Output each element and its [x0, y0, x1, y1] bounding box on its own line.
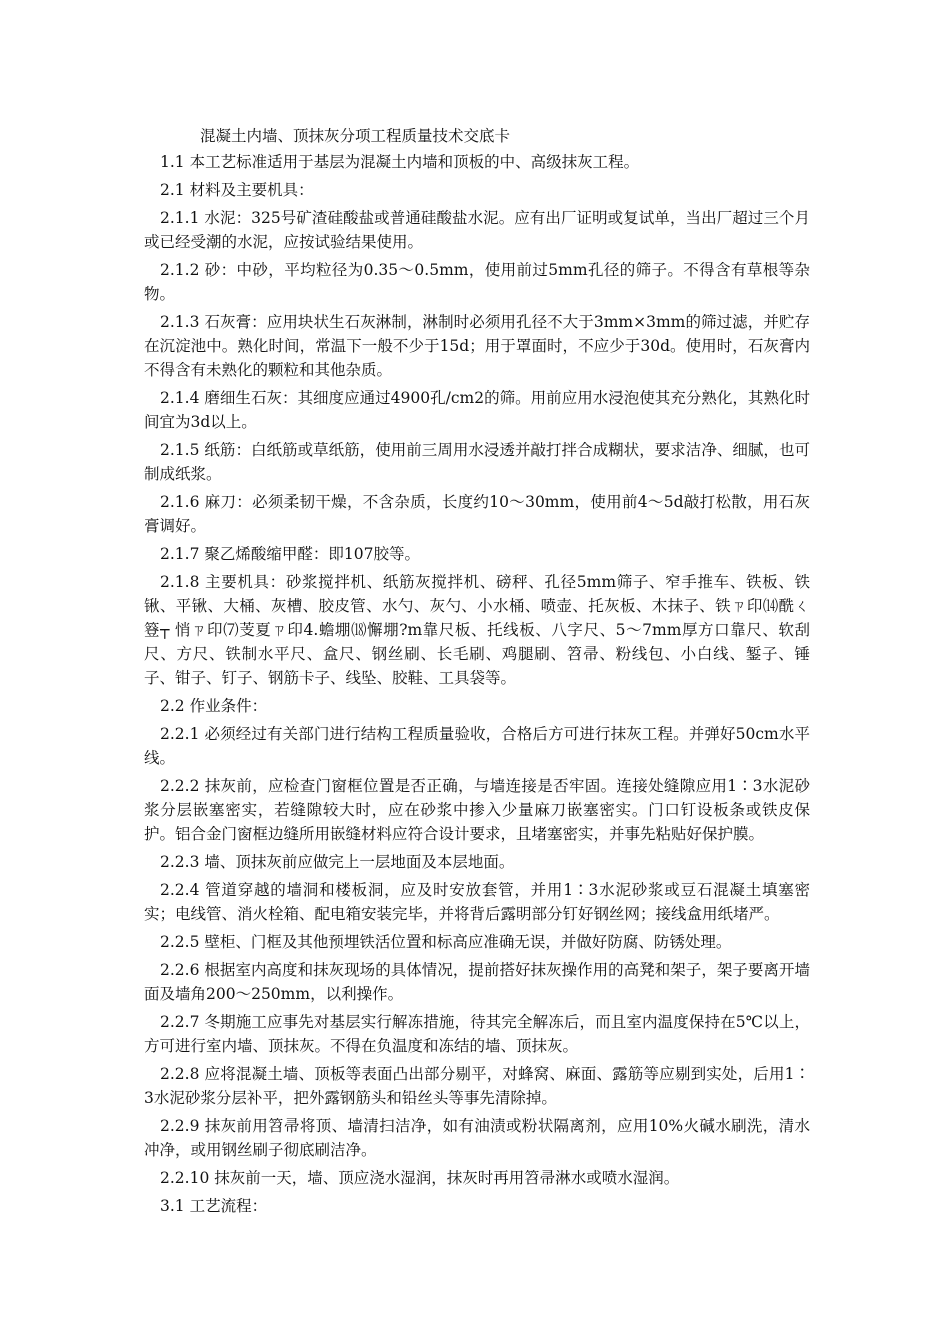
paragraph: 2.2.8 应将混凝土墙、顶板等表面凸出部分剔平，对蜂窝、麻面、露筋等应剔到实处，后用1∶3水泥砂浆分层补平，把外露钢筋头和铅丝头等事先清除掉。: [144, 1065, 810, 1107]
paragraph: 2.2.10 抹灰前一天，墙、顶应浇水湿润，抹灰时再用笤帚淋水或喷水湿润。: [160, 1169, 680, 1187]
paragraph: 2.2.6 根据室内高度和抹灰现场的具体情况，提前搭好抹灰操作用的高凳和架子，架子要离开墙面及墙角200～250mm，以利操作。: [144, 961, 810, 1003]
paragraph: 2.1 材料及主要机具：: [160, 181, 314, 199]
paragraph: 2.1.6 麻刀：必须柔韧干燥，不含杂质，长度约10～30mm，使用前4～5d敲打松散，用石灰膏调好。: [144, 493, 810, 535]
paragraph: 2.2.2 抹灰前，应检查门窗框位置是否正确，与墙连接是否牢固。连接处缝隙应用1∶3水泥砂浆分层嵌塞密实，若缝隙较大时，应在砂浆中掺入少量麻刀嵌塞密实。门口钉设板条或铁皮保护。铝合金门窗框边缝所用嵌缝材料应符合设计要求，且堵塞密实，并事先粘贴好保护膜。: [144, 777, 810, 843]
paragraph: 2.2 作业条件：: [160, 697, 268, 715]
paragraph: 2.1.7 聚乙烯酸缩甲醛：即107胶等。: [160, 545, 420, 563]
paragraph: 2.1.4 磨细生石灰：其细度应通过4900孔/cm2的筛。用前应用水浸泡使其充分熟化，其熟化时间宜为3d以上。: [144, 389, 810, 431]
paragraph: 2.2.5 壁柜、门框及其他预埋铁活位置和标高应准确无误，并做好防腐、防锈处理。: [160, 933, 732, 951]
paragraph: 2.1.1 水泥：325号矿渣硅酸盐或普通硅酸盐水泥。应有出厂证明或复试单，当出厂超过三个月或已经受潮的水泥，应按试验结果使用。: [144, 209, 810, 251]
paragraph: 2.1.3 石灰膏：应用块状生石灰淋制，淋制时必须用孔径不大于3mm×3mm的筛过滤，并贮存在沉淀池中。熟化时间，常温下一般不少于15d；用于罩面时，不应少于30d。使用时，石灰膏内不得含有未熟化的颗粒和其他杂质。: [144, 313, 810, 379]
paragraph: 2.2.1 必须经过有关部门进行结构工程质量验收，合格后方可进行抹灰工程。并弹好50cm水平线。: [144, 725, 810, 767]
paragraph: 2.2.7 冬期施工应事先对基层实行解冻措施，待其完全解冻后，而且室内温度保持在5℃以上，方可进行室内墙、顶抹灰。不得在负温度和冻结的墙、顶抹灰。: [144, 1013, 810, 1055]
paragraph: 2.1.8 主要机具：砂浆搅拌机、纸筋灰搅拌机、磅秤、孔径5mm筛子、窄手推车、铁板、铁锹、平锹、大桶、灰槽、胶皮管、水勺、灰勺、小水桶、喷壶、托灰板、木抹子、铁ㄗ印⒁酰ㄑ簦┬ 悄ㄗ印⑺芰夏ㄗ印4.蟾堋⒅懈堋?m靠尺板、托线板、八字尺、5～7mm厚方口靠尺、软刮尺、方尺、铁制水平尺、盒尺、钢丝刷、长毛刷、鸡腿刷、笤帚、粉线包、小白线、錾子、锤子、钳子、钉子、钢筋卡子、线坠、胶鞋、工具袋等。: [144, 573, 810, 687]
document-page: [144, 124, 810, 1222]
paragraph: 2.2.9 抹灰前用笤帚将顶、墙清扫洁净，如有油渍或粉状隔离剂，应用10%火碱水刷洗，清水冲净，或用钢丝刷子彻底刷洁净。: [144, 1117, 810, 1159]
paragraph: 2.1.5 纸筋：白纸筋或草纸筋，使用前三周用水浸透并敲打拌合成糊状，要求洁净、细腻，也可制成纸浆。: [144, 441, 810, 483]
paragraph: 1.1 本工艺标准适用于基层为混凝土内墙和顶板的中、高级抹灰工程。: [160, 153, 640, 171]
paragraph: 2.1.2 砂：中砂，平均粒径为0.35～0.5mm，使用前过5mm孔径的筛子。不得含有草根等杂物。: [144, 261, 810, 303]
paragraph: 2.2.3 墙、顶抹灰前应做完上一层地面及本层地面。: [160, 853, 515, 871]
document-title: 混凝土内墙、顶抹灰分项工程质量技术交底卡: [200, 127, 511, 145]
paragraph: 3.1 工艺流程：: [160, 1197, 268, 1215]
paragraph: 2.2.4 管道穿越的墙洞和楼板洞，应及时安放套管，并用1∶3水泥砂浆或豆石混凝土填塞密实；电线管、消火栓箱、配电箱安装完毕，并将背后露明部分钉好钢丝网；接线盒用纸堵严。: [144, 881, 810, 923]
